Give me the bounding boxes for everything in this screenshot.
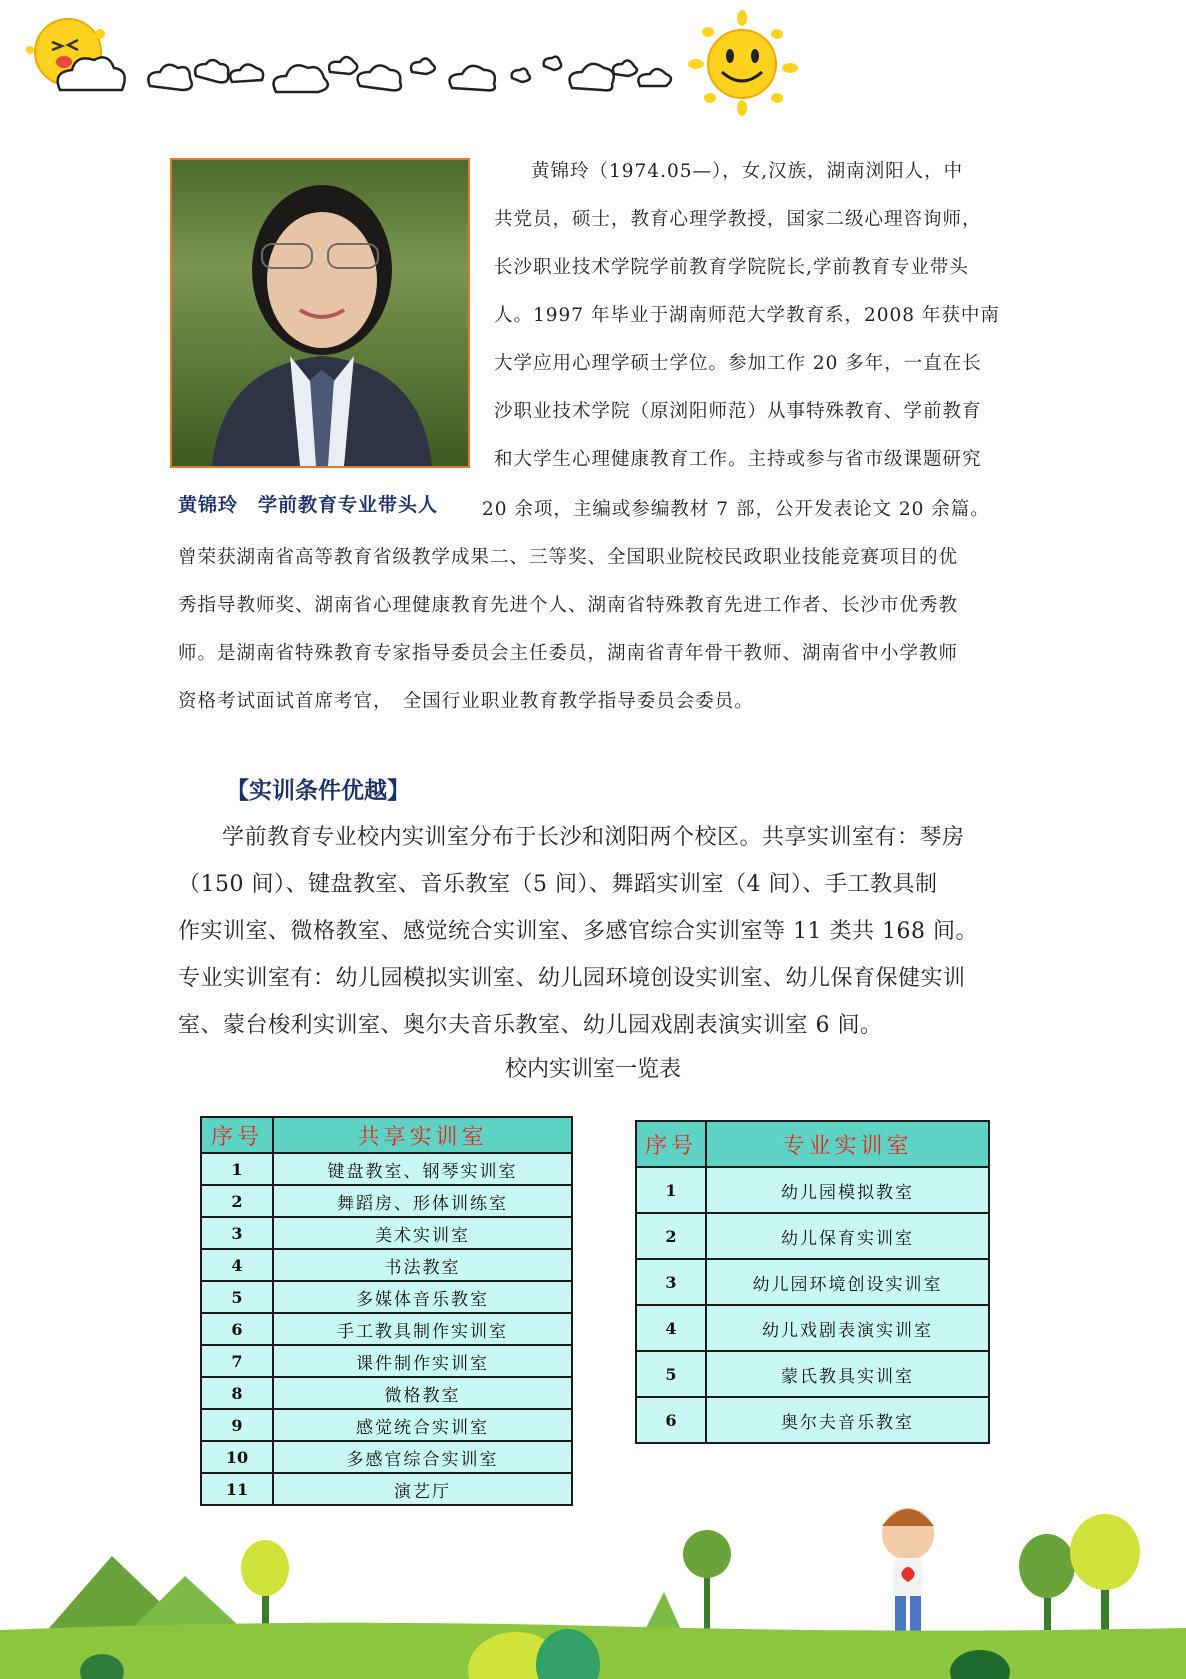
table-header-row — [636, 1121, 989, 1167]
row-index: 3 — [636, 1259, 706, 1305]
row-index: 10 — [201, 1441, 273, 1473]
bio-line: 长沙职业技术学院学前教育学院院长,学前教育专业带头 — [494, 257, 969, 278]
table-row — [636, 1167, 989, 1213]
bio-line: 秀指导教师奖、湖南省心理健康教育先进个人、湖南省特殊教育先进工作者、长沙市优秀教 — [178, 595, 959, 616]
body-line: （150 间）、键盘教室、音乐教室（5 间）、舞蹈实训室（4 间）、手工教具制 — [178, 872, 938, 897]
major-labs-table — [635, 1120, 990, 1444]
row-lab: 感觉统合实训室 — [273, 1409, 572, 1441]
bio-line: 人。1997 年毕业于湖南师范大学教育系，2008 年获中南 — [494, 305, 1000, 326]
body-line: 室、蒙台梭利实训室、奥尔夫音乐教室、幼儿园戏剧表演实训室 6 间。 — [178, 1013, 883, 1038]
row-index: 4 — [201, 1249, 273, 1281]
row-lab: 蒙氏教具实训室 — [706, 1351, 989, 1397]
bio-line: 20 余项，主编或参编教材 7 部，公开发表论文 20 余篇。 — [482, 499, 990, 520]
table-header-row — [201, 1117, 572, 1153]
row-index: 8 — [201, 1377, 273, 1409]
header-index: 序号 — [201, 1117, 273, 1153]
small-clouds-row — [148, 57, 671, 92]
row-lab: 幼儿保育实训室 — [706, 1213, 989, 1259]
smiling-sun-icon — [688, 10, 798, 116]
header-lab: 专业实训室 — [706, 1121, 989, 1167]
row-index: 6 — [201, 1313, 273, 1345]
header-lab: 共享实训室 — [273, 1117, 572, 1153]
row-index: 7 — [201, 1345, 273, 1377]
photo-caption: 黄锦玲 学前教育专业带头人 — [178, 494, 439, 516]
table-row — [201, 1377, 572, 1409]
row-index: 1 — [201, 1153, 273, 1185]
bio-line: 和大学生心理健康教育工作。主持或参与省市级课题研究 — [494, 449, 982, 470]
row-lab: 美术实训室 — [273, 1217, 572, 1249]
bottom-landscape-decoration — [0, 1500, 1186, 1679]
bio-line: 黄锦玲（1974.05—），女,汉族，湖南浏阳人，中 — [531, 161, 964, 182]
bio-line: 资格考试面试首席考官， 全国行业职业教育教学指导委员会委员。 — [178, 691, 754, 712]
row-lab: 手工教具制作实训室 — [273, 1313, 572, 1345]
row-lab: 奥尔夫音乐教室 — [706, 1397, 989, 1443]
row-index: 9 — [201, 1409, 273, 1441]
body-line: 专业实训室有：幼儿园模拟实训室、幼儿园环境创设实训室、幼儿保育保健实训 — [178, 966, 966, 991]
row-index: 4 — [636, 1305, 706, 1351]
row-lab: 舞蹈房、形体训练室 — [273, 1185, 572, 1217]
cartoon-boy-icon — [882, 1508, 934, 1646]
bio-line: 沙职业技术学院（原浏阳师范）从事特殊教育、学前教育 — [494, 401, 982, 422]
row-lab: 幼儿园模拟教室 — [706, 1167, 989, 1213]
row-index: 5 — [201, 1281, 273, 1313]
bio-text-full — [178, 486, 1006, 726]
body-line: 作实训室、微格教室、感觉统合实训室、多感官综合实训室等 11 类共 168 间。 — [178, 919, 978, 944]
table-row — [201, 1409, 572, 1441]
table-row — [636, 1305, 989, 1351]
bio-text-right — [494, 148, 1006, 484]
row-lab: 演艺厅 — [273, 1473, 572, 1505]
shared-labs-table — [200, 1116, 573, 1506]
row-index: 2 — [201, 1185, 273, 1217]
table-row — [201, 1313, 572, 1345]
bio-line: 共党员，硕士，教育心理学教授，国家二级心理咨询师， — [494, 209, 982, 230]
body-line: 学前教育专业校内实训室分布于长沙和浏阳两个校区。共享实训室有：琴房 — [222, 825, 965, 850]
row-lab: 多感官综合实训室 — [273, 1441, 572, 1473]
section-title: 【实训条件优越】 — [226, 778, 410, 804]
row-lab: 键盘教室、钢琴实训室 — [273, 1153, 572, 1185]
row-lab: 幼儿戏剧表演实训室 — [706, 1305, 989, 1351]
table-row — [201, 1441, 572, 1473]
bio-line: 曾荣获湖南省高等教育省级教学成果二、三等奖、全国职业院校民政职业技能竞赛项目的优 — [178, 547, 959, 568]
table-caption: 校内实训室一览表 — [504, 1057, 681, 1082]
table-row — [636, 1213, 989, 1259]
row-lab: 幼儿园环境创设实训室 — [706, 1259, 989, 1305]
bio-line: 大学应用心理学硕士学位。参加工作 20 多年，一直在长 — [494, 353, 982, 374]
row-index: 3 — [201, 1217, 273, 1249]
table-row — [201, 1217, 572, 1249]
row-index: 11 — [201, 1473, 273, 1505]
table-row — [636, 1351, 989, 1397]
table-row — [201, 1153, 572, 1185]
row-index: 2 — [636, 1213, 706, 1259]
header-index: 序号 — [636, 1121, 706, 1167]
row-lab: 微格教室 — [273, 1377, 572, 1409]
table-row — [201, 1281, 572, 1313]
row-index: 5 — [636, 1351, 706, 1397]
row-lab: 多媒体音乐教室 — [273, 1281, 572, 1313]
table-row — [201, 1185, 572, 1217]
table-row — [201, 1249, 572, 1281]
row-lab: 书法教室 — [273, 1249, 572, 1281]
section-body — [178, 814, 1006, 1049]
row-lab: 课件制作实训室 — [273, 1345, 572, 1377]
table-row — [636, 1397, 989, 1443]
row-index: 1 — [636, 1167, 706, 1213]
table-row — [201, 1345, 572, 1377]
portrait-photo — [170, 158, 470, 468]
row-index: 6 — [636, 1397, 706, 1443]
bio-line: 师。是湖南省特殊教育专家指导委员会主任委员，湖南省青年骨干教师、湖南省中小学教师 — [178, 643, 959, 664]
top-decoration — [0, 0, 1186, 130]
table-row — [636, 1259, 989, 1305]
